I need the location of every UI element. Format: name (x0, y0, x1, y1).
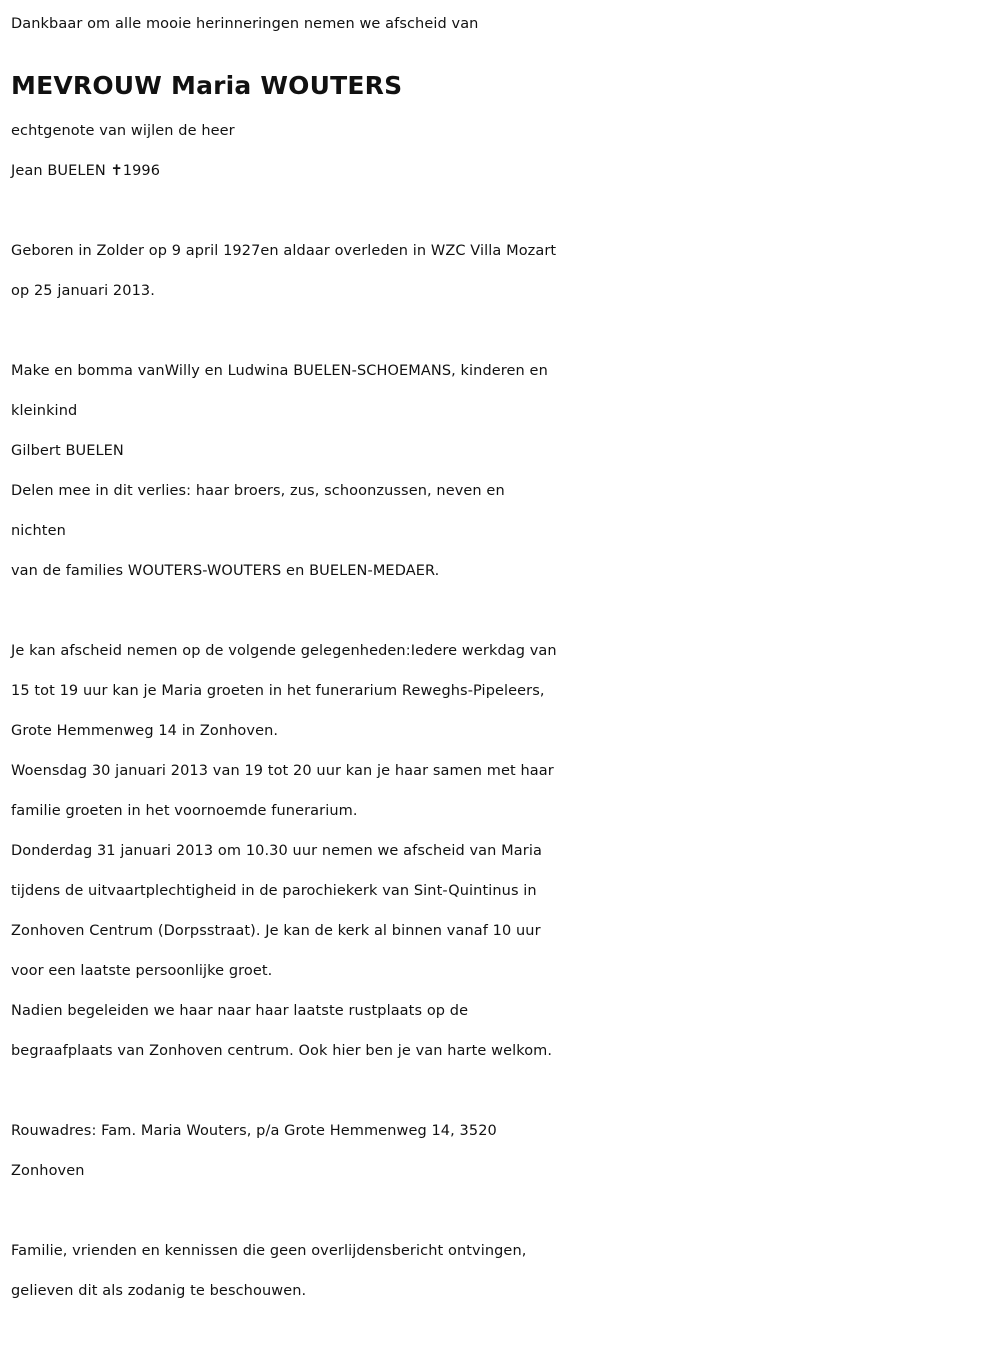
intro-text: Dankbaar om alle mooie herinneringen nemen we afscheid van (11, 16, 479, 32)
spouse-name: Jean BUELEN (11, 163, 111, 179)
birth-death-paragraph (11, 231, 993, 311)
paragraph-line: Nadien begeleiden we haar naar haar laatste rustplaats op de (11, 1003, 469, 1019)
farewell-paragraph (11, 631, 993, 1071)
paragraph-line: Make en bomma vanWilly en Ludwina BUELEN-SCHOEMANS, kinderen en (11, 363, 548, 379)
spouse-relation: echtgenote van wijlen de heer (11, 123, 235, 139)
paragraph-gap (11, 1071, 993, 1111)
address-paragraph (11, 1111, 993, 1191)
paragraph-line: Grote Hemmenweg 14 in Zonhoven. (11, 723, 279, 739)
paragraph-gap (11, 1191, 993, 1231)
paragraph-gap (11, 591, 993, 631)
spouse-death-year: 1996 (122, 163, 161, 179)
paragraph-line: kleinkind (11, 403, 78, 419)
obituary-document (11, 4, 993, 1311)
paragraph-line: Rouwadres: Fam. Maria Wouters, p/a Grote Hemmenweg 14, 3520 (11, 1123, 497, 1139)
paragraph-line: Delen mee in dit verlies: haar broers, zus, schoonzussen, neven en (11, 483, 505, 499)
spouse-line (11, 151, 993, 191)
paragraph-line: Zonhoven (11, 1163, 85, 1179)
closing-paragraph (11, 1231, 993, 1311)
paragraph-line: Je kan afscheid nemen op de volgende gelegenheden:Iedere werkdag van (11, 643, 557, 659)
paragraph-line: Woensdag 30 januari 2013 van 19 tot 20 uur kan je haar samen met haar (11, 763, 554, 779)
deceased-name: MEVROUW Maria WOUTERS (11, 71, 403, 100)
paragraph-line: Geboren in Zolder op 9 april 1927en aldaar overleden in WZC Villa Mozart (11, 243, 557, 259)
paragraph-gap (11, 191, 993, 231)
paragraph-line: familie groeten in het voornoemde funerarium. (11, 803, 358, 819)
paragraph-line: voor een laatste persoonlijke groet. (11, 963, 273, 979)
paragraph-line: Donderdag 31 januari 2013 om 10.30 uur nemen we afscheid van Maria (11, 843, 542, 859)
paragraph-line: van de families WOUTERS-WOUTERS en BUELEN-MEDAER. (11, 563, 440, 579)
cross-icon: ✝ (110, 163, 123, 179)
paragraph-line: Gilbert BUELEN (11, 443, 124, 459)
paragraph-line: tijdens de uitvaartplechtigheid in de parochiekerk van Sint-Quintinus in (11, 883, 537, 899)
paragraph-line: 15 tot 19 uur kan je Maria groeten in het funerarium Reweghs-Pipeleers, (11, 683, 545, 699)
paragraph-line: nichten (11, 523, 66, 539)
paragraph-line: Familie, vrienden en kennissen die geen overlijdensbericht ontvingen, (11, 1243, 527, 1259)
paragraph-line: op 25 januari 2013. (11, 283, 155, 299)
paragraph-line: begraafplaats van Zonhoven centrum. Ook hier ben je van harte welkom. (11, 1043, 553, 1059)
family-paragraph (11, 351, 993, 591)
paragraph-gap (11, 311, 993, 351)
paragraph-line: Zonhoven Centrum (Dorpsstraat). Je kan de kerk al binnen vanaf 10 uur (11, 923, 541, 939)
paragraph-line: gelieven dit als zodanig te beschouwen. (11, 1283, 307, 1299)
